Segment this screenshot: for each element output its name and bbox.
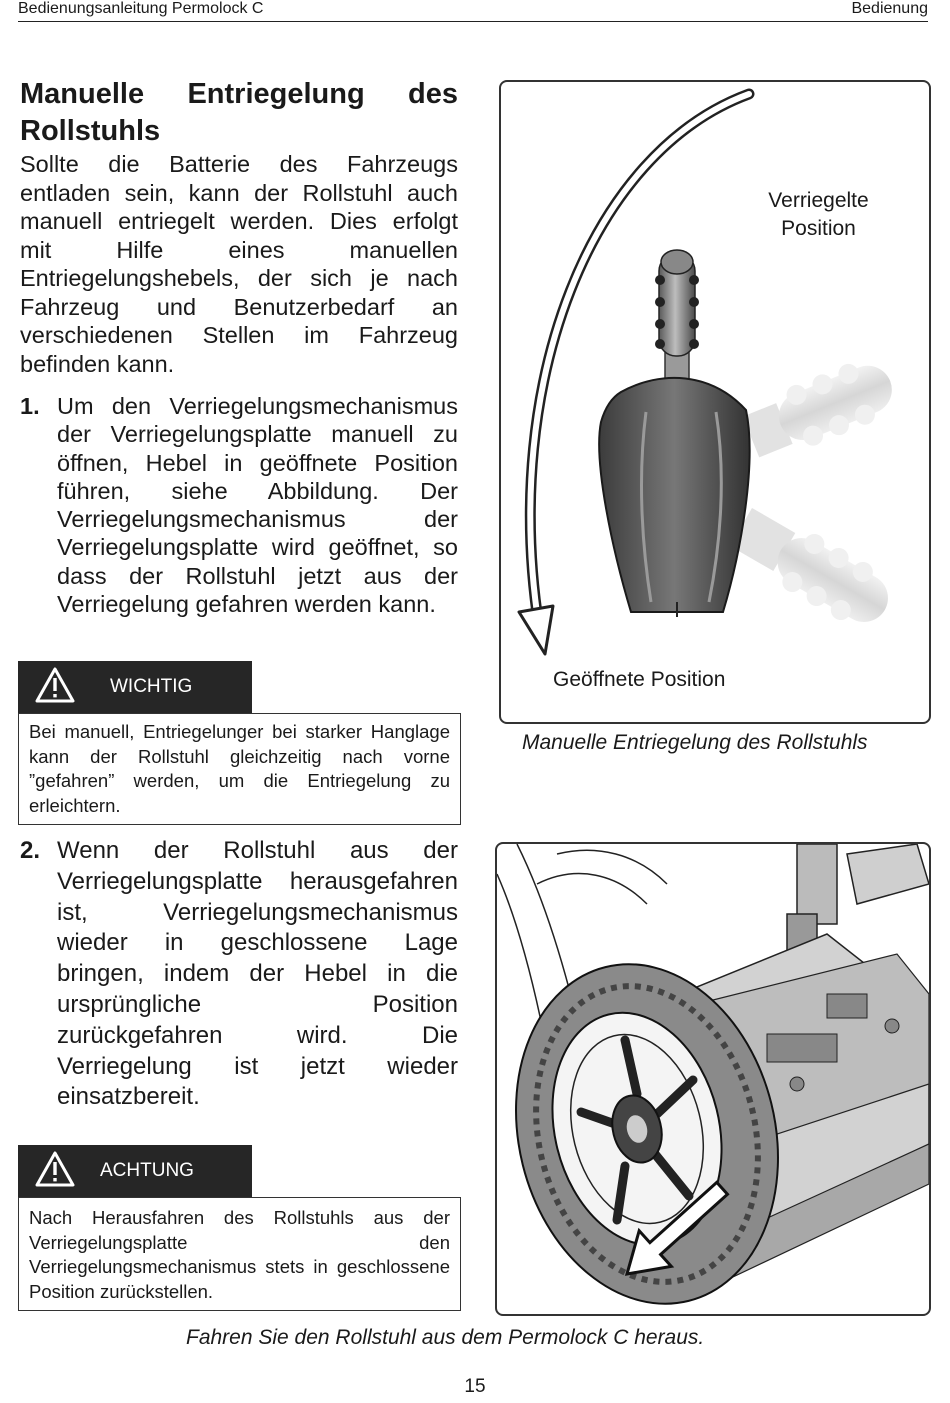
figure2-caption: Fahren Sie den Rollstuhl aus dem Permolock C heraus. [186, 1326, 705, 1349]
lever-drawing [501, 82, 929, 722]
wheel-drawing [497, 844, 929, 1314]
notice-label: WICHTIG [110, 676, 193, 697]
open-position-label: Geöffnete Position [553, 668, 726, 691]
important-notice [18, 661, 461, 825]
notice-body: Bei manuell, Entriegelunger bei starker Hanglage kann der Rollstuhl gleichzeitig nach vorne ”gefahren” werden, um die Entriegelung zu erleichtern. [18, 713, 461, 825]
lever-housing [599, 378, 749, 612]
step-number: 2. [20, 837, 41, 864]
main-text-column [20, 76, 458, 618]
step-2-block [20, 836, 458, 1113]
lever-illustration [499, 80, 931, 724]
header-section-name: Bedienung [851, 0, 928, 17]
notice-header-bar [18, 661, 252, 713]
notice-header-bar [18, 1145, 252, 1197]
wheel-illustration [495, 842, 931, 1316]
step-2 [20, 836, 458, 1113]
step-text: Um den Verriegelungsmechanismus der Verriegelungsplatte manuell zu öffnen, Hebel in geöffnete Position führen, siehe Abbildung. Der Verriegelungsmechanismus der Verriegelungsplatte wird geöffnet, so dass der Rollstuhl jetzt aus der Verriegelung gefahren werden kann. [57, 393, 458, 618]
locked-label-line: Verriegelte [768, 189, 869, 212]
page-number: 15 [464, 1376, 486, 1397]
notice-label: ACHTUNG [100, 1160, 194, 1181]
warning-triangle-icon [35, 1151, 75, 1187]
locked-position-label [751, 187, 886, 243]
notice-body: Nach Herausfahren des Rollstuhls aus der Verriegelungsplatte den Verriegelungsmechanismus stets in geschlossene Position zurückstellen. [18, 1197, 461, 1311]
motion-arrowhead [519, 606, 553, 654]
step-number: 1. [20, 393, 40, 419]
warning-triangle-icon [35, 667, 75, 703]
step-1 [20, 392, 458, 618]
figure1-caption: Manuelle Entriegelung des Rollstuhls [522, 731, 868, 754]
intro-paragraph: Sollte die Batterie des Fahrzeugs entladen sein, kann der Rollstuhl auch manuell entriegelt werden. Dies erfolgt mit Hilfe eines manuellen Entriegelungshebels, der sich je nach Fahrzeug und Benutzerbedarf an verschiedenen Stellen im Fahrzeug befinden kann. [20, 151, 458, 377]
page-header [18, 0, 928, 22]
section-title: Manuelle Entriegelung des Rollstuhls [20, 78, 458, 147]
header-document-title: Bedienungsanleitung Permolock C [18, 0, 264, 17]
caution-notice [18, 1145, 461, 1311]
step-text: Wenn der Rollstuhl aus der Verriegelungsplatte herausgefahren ist, Verriegelungsmechanismus wieder in geschlossene Lage bringen, indem der Hebel in die ursprüngliche Position zurückgefahren wird. Die Verriegelung ist jetzt wieder einsatzbereit. [57, 837, 458, 1111]
locked-label-line: Position [781, 217, 856, 240]
